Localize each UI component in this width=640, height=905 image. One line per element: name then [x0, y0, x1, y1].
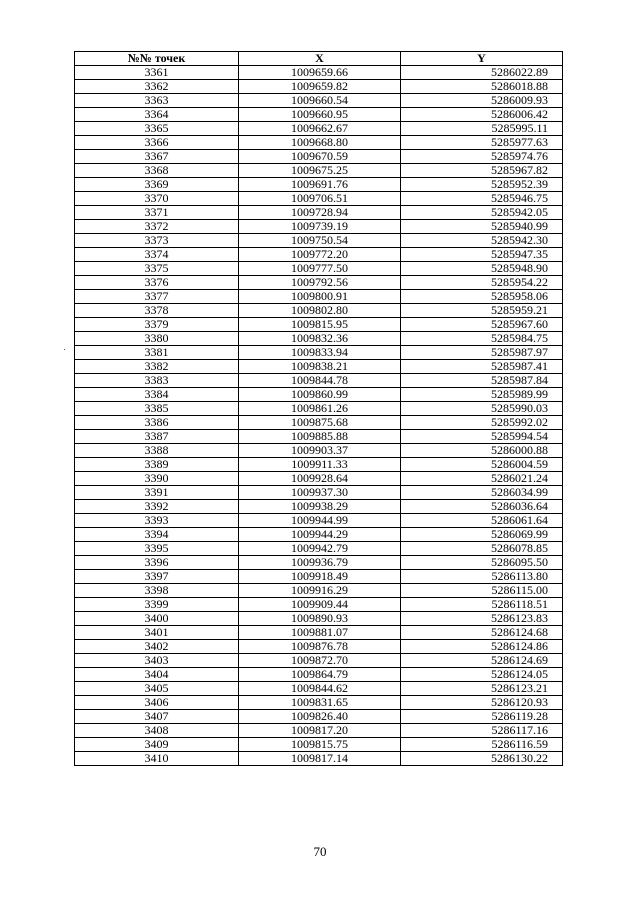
x-coordinate-cell: 1009739.19	[239, 220, 401, 234]
table-row	[75, 752, 563, 766]
point-number-cell: 3388	[75, 444, 239, 458]
point-number-cell: 3380	[75, 332, 239, 346]
y-coordinate-cell: 5285990.03	[401, 402, 563, 416]
point-number-cell: 3378	[75, 304, 239, 318]
table-row	[75, 248, 563, 262]
table-row	[75, 290, 563, 304]
point-number-cell: 3383	[75, 374, 239, 388]
table-row	[75, 66, 563, 80]
table-row	[75, 738, 563, 752]
y-coordinate-cell: 5285994.54	[401, 430, 563, 444]
y-coordinate-cell: 5286113.80	[401, 570, 563, 584]
point-number-cell: 3397	[75, 570, 239, 584]
table-row	[75, 682, 563, 696]
table-row	[75, 430, 563, 444]
y-coordinate-cell: 5286124.69	[401, 654, 563, 668]
point-number-cell: 3376	[75, 276, 239, 290]
point-number-cell: 3389	[75, 458, 239, 472]
y-coordinate-cell: 5286117.16	[401, 724, 563, 738]
point-number-cell: 3393	[75, 514, 239, 528]
table-row	[75, 304, 563, 318]
table-row	[75, 332, 563, 346]
y-coordinate-cell: 5285987.84	[401, 374, 563, 388]
y-coordinate-cell: 5286004.59	[401, 458, 563, 472]
table-row	[75, 262, 563, 276]
point-number-cell: 3369	[75, 178, 239, 192]
table-row	[75, 724, 563, 738]
point-number-cell: 3367	[75, 150, 239, 164]
point-number-cell: 3407	[75, 710, 239, 724]
y-coordinate-cell: 5286061.64	[401, 514, 563, 528]
y-coordinate-cell: 5286124.68	[401, 626, 563, 640]
y-coordinate-cell: 5286069.99	[401, 528, 563, 542]
y-coordinate-cell: 5285987.97	[401, 346, 563, 360]
y-coordinate-cell: 5286095.50	[401, 556, 563, 570]
point-number-cell: 3392	[75, 500, 239, 514]
x-coordinate-cell: 1009777.50	[239, 262, 401, 276]
point-number-cell: 3403	[75, 654, 239, 668]
table-row	[75, 150, 563, 164]
y-coordinate-cell: 5285948.90	[401, 262, 563, 276]
x-coordinate-cell: 1009728.94	[239, 206, 401, 220]
table-row	[75, 458, 563, 472]
y-coordinate-cell: 5286124.86	[401, 640, 563, 654]
table-row	[75, 500, 563, 514]
x-coordinate-cell: 1009832.36	[239, 332, 401, 346]
x-coordinate-cell: 1009844.78	[239, 374, 401, 388]
table-row	[75, 472, 563, 486]
table-row	[75, 206, 563, 220]
point-number-cell: 3395	[75, 542, 239, 556]
table-row	[75, 696, 563, 710]
table-row	[75, 528, 563, 542]
point-number-cell: 3396	[75, 556, 239, 570]
x-coordinate-cell: 1009660.95	[239, 108, 401, 122]
point-number-cell: 3390	[75, 472, 239, 486]
y-coordinate-cell: 5285987.41	[401, 360, 563, 374]
x-coordinate-cell: 1009938.29	[239, 500, 401, 514]
x-coordinate-cell: 1009942.79	[239, 542, 401, 556]
point-number-cell: 3379	[75, 318, 239, 332]
point-number-cell: 3368	[75, 164, 239, 178]
table-row	[75, 136, 563, 150]
y-coordinate-cell: 5285967.82	[401, 164, 563, 178]
y-coordinate-cell: 5285967.60	[401, 318, 563, 332]
x-coordinate-cell: 1009864.79	[239, 668, 401, 682]
y-coordinate-cell: 5286124.05	[401, 668, 563, 682]
x-coordinate-cell: 1009911.33	[239, 458, 401, 472]
y-coordinate-cell: 5285977.63	[401, 136, 563, 150]
point-number-cell: 3365	[75, 122, 239, 136]
x-coordinate-cell: 1009659.82	[239, 80, 401, 94]
point-number-cell: 3406	[75, 696, 239, 710]
x-coordinate-cell: 1009659.66	[239, 66, 401, 80]
point-number-cell: 3384	[75, 388, 239, 402]
table-row	[75, 626, 563, 640]
point-number-cell: 3401	[75, 626, 239, 640]
point-number-cell: 3402	[75, 640, 239, 654]
x-coordinate-cell: 1009668.80	[239, 136, 401, 150]
table-row	[75, 416, 563, 430]
x-coordinate-cell: 1009909.44	[239, 598, 401, 612]
y-coordinate-cell: 5286021.24	[401, 472, 563, 486]
x-coordinate-cell: 1009772.20	[239, 248, 401, 262]
x-coordinate-cell: 1009872.70	[239, 654, 401, 668]
point-number-cell: 3398	[75, 584, 239, 598]
y-coordinate-cell: 5286009.93	[401, 94, 563, 108]
point-number-cell: 3382	[75, 360, 239, 374]
x-coordinate-cell: 1009881.07	[239, 626, 401, 640]
x-coordinate-cell: 1009875.68	[239, 416, 401, 430]
point-number-cell: 3373	[75, 234, 239, 248]
point-number-cell: 3363	[75, 94, 239, 108]
point-number-cell: 3361	[75, 66, 239, 80]
y-coordinate-cell: 5285959.21	[401, 304, 563, 318]
x-coordinate-cell: 1009936.79	[239, 556, 401, 570]
y-coordinate-cell: 5286116.59	[401, 738, 563, 752]
table-row	[75, 94, 563, 108]
table-body	[75, 66, 563, 766]
point-number-cell: 3387	[75, 430, 239, 444]
point-number-cell: 3364	[75, 108, 239, 122]
point-number-cell: 3381	[75, 346, 239, 360]
table-row	[75, 598, 563, 612]
x-coordinate-cell: 1009861.26	[239, 402, 401, 416]
point-number-cell: 3385	[75, 402, 239, 416]
y-coordinate-cell: 5286120.93	[401, 696, 563, 710]
table-row	[75, 80, 563, 94]
table-row	[75, 220, 563, 234]
page-number: 70	[313, 844, 327, 859]
y-coordinate-cell: 5285942.05	[401, 206, 563, 220]
table-row	[75, 192, 563, 206]
point-number-cell: 3377	[75, 290, 239, 304]
table-row	[75, 584, 563, 598]
table-row	[75, 668, 563, 682]
y-coordinate-cell: 5285940.99	[401, 220, 563, 234]
table-row	[75, 164, 563, 178]
y-coordinate-cell: 5285942.30	[401, 234, 563, 248]
y-coordinate-cell: 5285995.11	[401, 122, 563, 136]
point-number-cell: 3370	[75, 192, 239, 206]
table-row	[75, 388, 563, 402]
y-coordinate-cell: 5286115.00	[401, 584, 563, 598]
table-row	[75, 514, 563, 528]
x-coordinate-cell: 1009944.99	[239, 514, 401, 528]
x-coordinate-cell: 1009937.30	[239, 486, 401, 500]
table-row	[75, 542, 563, 556]
point-number-cell: 3391	[75, 486, 239, 500]
y-coordinate-cell: 5286036.64	[401, 500, 563, 514]
y-coordinate-cell: 5286018.88	[401, 80, 563, 94]
x-coordinate-cell: 1009876.78	[239, 640, 401, 654]
table-row	[75, 444, 563, 458]
point-number-cell: 3375	[75, 262, 239, 276]
point-number-cell: 3409	[75, 738, 239, 752]
point-number-cell: 3410	[75, 752, 239, 766]
point-number-cell: 3394	[75, 528, 239, 542]
x-coordinate-cell: 1009833.94	[239, 346, 401, 360]
point-number-cell: 3405	[75, 682, 239, 696]
x-coordinate-cell: 1009662.67	[239, 122, 401, 136]
x-coordinate-cell: 1009944.29	[239, 528, 401, 542]
x-coordinate-cell: 1009844.62	[239, 682, 401, 696]
table-row	[75, 178, 563, 192]
x-coordinate-cell: 1009903.37	[239, 444, 401, 458]
point-number-cell: 3399	[75, 598, 239, 612]
y-coordinate-cell: 5285984.75	[401, 332, 563, 346]
y-coordinate-cell: 5285958.06	[401, 290, 563, 304]
y-coordinate-cell: 5286123.83	[401, 612, 563, 626]
y-coordinate-cell: 5286078.85	[401, 542, 563, 556]
point-number-cell: 3404	[75, 668, 239, 682]
x-coordinate-cell: 1009918.49	[239, 570, 401, 584]
y-coordinate-cell: 5286119.28	[401, 710, 563, 724]
x-coordinate-cell: 1009817.14	[239, 752, 401, 766]
x-coordinate-cell: 1009670.59	[239, 150, 401, 164]
x-coordinate-cell: 1009817.20	[239, 724, 401, 738]
x-coordinate-cell: 1009706.51	[239, 192, 401, 206]
table-row	[75, 710, 563, 724]
point-number-cell: 3374	[75, 248, 239, 262]
table-row	[75, 640, 563, 654]
y-coordinate-cell: 5286130.22	[401, 752, 563, 766]
y-coordinate-cell: 5286006.42	[401, 108, 563, 122]
x-coordinate-cell: 1009675.25	[239, 164, 401, 178]
y-coordinate-cell: 5286000.88	[401, 444, 563, 458]
table-row	[75, 570, 563, 584]
point-number-cell: 3362	[75, 80, 239, 94]
x-coordinate-cell: 1009860.99	[239, 388, 401, 402]
point-number-cell: 3371	[75, 206, 239, 220]
y-coordinate-cell: 5285989.99	[401, 388, 563, 402]
x-coordinate-cell: 1009691.76	[239, 178, 401, 192]
scan-speck	[64, 349, 65, 350]
table-row	[75, 486, 563, 500]
table-row	[75, 318, 563, 332]
x-coordinate-cell: 1009660.54	[239, 94, 401, 108]
point-number-cell: 3372	[75, 220, 239, 234]
table-row	[75, 402, 563, 416]
header-point-number: №№ точек	[75, 52, 239, 66]
coordinates-table	[74, 51, 563, 766]
table-row	[75, 108, 563, 122]
x-coordinate-cell: 1009815.95	[239, 318, 401, 332]
y-coordinate-cell: 5285992.02	[401, 416, 563, 430]
y-coordinate-cell: 5285947.35	[401, 248, 563, 262]
header-y: Y	[401, 52, 563, 66]
x-coordinate-cell: 1009885.88	[239, 430, 401, 444]
table-row	[75, 234, 563, 248]
table-row	[75, 360, 563, 374]
point-number-cell: 3386	[75, 416, 239, 430]
x-coordinate-cell: 1009815.75	[239, 738, 401, 752]
table-row	[75, 122, 563, 136]
point-number-cell: 3400	[75, 612, 239, 626]
x-coordinate-cell: 1009750.54	[239, 234, 401, 248]
y-coordinate-cell: 5286022.89	[401, 66, 563, 80]
y-coordinate-cell: 5286123.21	[401, 682, 563, 696]
header-x: X	[239, 52, 401, 66]
x-coordinate-cell: 1009916.29	[239, 584, 401, 598]
x-coordinate-cell: 1009802.80	[239, 304, 401, 318]
header-row	[75, 52, 563, 66]
x-coordinate-cell: 1009792.56	[239, 276, 401, 290]
table-row	[75, 346, 563, 360]
y-coordinate-cell: 5286034.99	[401, 486, 563, 500]
point-number-cell: 3366	[75, 136, 239, 150]
table-header	[75, 52, 563, 66]
table-row	[75, 654, 563, 668]
y-coordinate-cell: 5285946.75	[401, 192, 563, 206]
table-row	[75, 612, 563, 626]
x-coordinate-cell: 1009928.64	[239, 472, 401, 486]
table-row	[75, 276, 563, 290]
x-coordinate-cell: 1009800.91	[239, 290, 401, 304]
x-coordinate-cell: 1009838.21	[239, 360, 401, 374]
x-coordinate-cell: 1009890.93	[239, 612, 401, 626]
y-coordinate-cell: 5285974.76	[401, 150, 563, 164]
table-row	[75, 374, 563, 388]
table-row	[75, 556, 563, 570]
point-number-cell: 3408	[75, 724, 239, 738]
y-coordinate-cell: 5286118.51	[401, 598, 563, 612]
x-coordinate-cell: 1009831.65	[239, 696, 401, 710]
x-coordinate-cell: 1009826.40	[239, 710, 401, 724]
y-coordinate-cell: 5285954.22	[401, 276, 563, 290]
y-coordinate-cell: 5285952.39	[401, 178, 563, 192]
